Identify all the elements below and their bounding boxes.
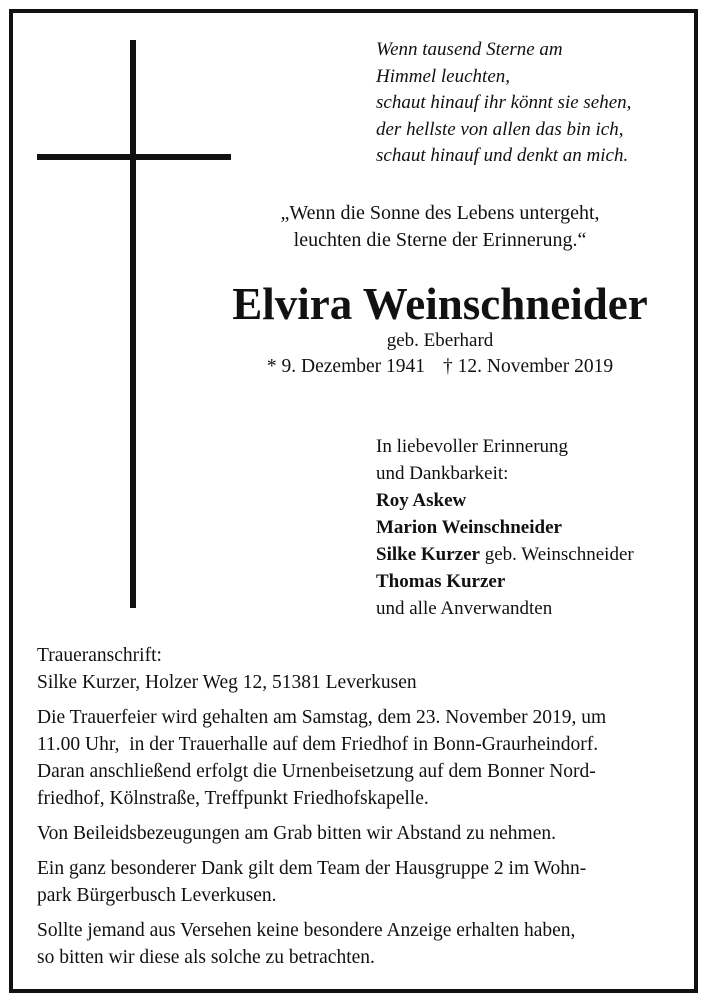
thanks-line: park Bürgerbusch Leverkusen.	[37, 885, 277, 906]
notice-line: Sollte jemand aus Versehen keine besondere Anzeige erhalten haben,	[37, 920, 576, 941]
deceased-name: Elvira Weinschneider	[232, 279, 648, 329]
quote-line: „Wenn die Sonne des Lebens untergeht,	[280, 202, 600, 224]
cross-icon	[130, 40, 136, 608]
condolence-note: Von Beileidsbezeugungen am Grab bitten wir Abstand zu nehmen.	[37, 823, 556, 844]
mourners-intro: In liebevoller Erinnerung	[376, 436, 569, 457]
quote-line: leuchten die Sterne der Erinnerung.“	[293, 229, 587, 251]
death-date: † 12. November 2019	[443, 356, 614, 377]
poem-line: schaut hinauf und denkt an mich.	[376, 145, 629, 166]
address-value: Silke Kurzer, Holzer Weg 12, 51381 Leverkusen	[37, 672, 417, 693]
mourner-name: Thomas Kurzer	[376, 571, 506, 592]
ceremony-line: Daran anschließend erfolgt die Urnenbeisetzung auf dem Bonner Nord-	[37, 761, 596, 782]
mourner-name: Marion Weinschneider	[376, 517, 562, 538]
thanks-line: Ein ganz besonderer Dank gilt dem Team der Hausgruppe 2 im Wohn-	[37, 858, 587, 879]
ceremony-line: friedhof, Kölnstraße, Treffpunkt Friedhofskapelle.	[37, 788, 429, 809]
ceremony-line: Die Trauerfeier wird gehalten am Samstag, dem 23. November 2019, um	[37, 707, 607, 728]
mourners-intro: und Dankbarkeit:	[376, 463, 509, 484]
notice-line: so bitten wir diese als solche zu betrachten.	[37, 947, 375, 968]
poem-line: der hellste von allen das bin ich,	[376, 118, 624, 140]
mourner-name: Roy Askew	[376, 490, 467, 511]
quote	[200, 200, 680, 254]
maiden-name: geb. Eberhard	[386, 330, 494, 351]
address-label: Traueranschrift:	[37, 645, 162, 666]
poem-line: Himmel leuchten,	[376, 65, 511, 87]
mourners	[376, 433, 634, 622]
mourner-name: Silke Kurzer geb. Weinschneider	[376, 544, 634, 565]
birth-date: * 9. Dezember 1941	[266, 356, 426, 377]
poem	[376, 37, 631, 170]
mourners-outro: und alle Anverwandten	[376, 598, 553, 619]
cross-icon-beam	[37, 154, 231, 160]
poem-line: schaut hinauf ihr könnt sie sehen,	[376, 92, 632, 113]
announcement-body	[37, 642, 677, 971]
poem-line: Wenn tausend Sterne am	[376, 39, 563, 60]
life-dates	[200, 355, 680, 379]
ceremony-line: 11.00 Uhr, in der Trauerhalle auf dem Friedhof in Bonn-Graurheindorf.	[37, 734, 599, 755]
